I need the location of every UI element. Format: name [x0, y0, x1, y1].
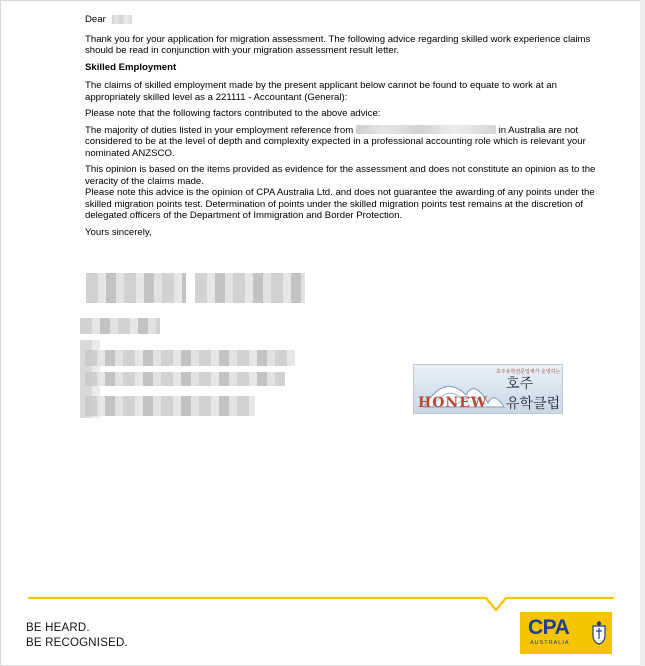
page-edge-shadow [640, 0, 645, 666]
duties-suffix: in Australia are not considered to be at the level of depth and complexity expected in a professional accounting role which is relevant your nominated ANZSCO. [85, 124, 586, 159]
footer-tagline [26, 621, 128, 651]
watermark-korean-line2: 유학클럽 [506, 396, 561, 412]
cpa-logo-subtext: AUSTRALIA [530, 640, 570, 646]
cpa-logo [520, 612, 612, 654]
intro-paragraph: Thank you for your application for migration assessment. The following advice regarding skilled work experience claims should be read in conjunction with your migration assessment result letter. [85, 33, 591, 56]
redacted-sender-title [85, 350, 295, 366]
redacted-recipient-name [112, 15, 132, 24]
redacted-signature-part1 [86, 273, 186, 303]
redacted-sender-name [80, 318, 160, 334]
redacted-sender-org [85, 396, 255, 416]
claims-paragraph: The claims of skilled employment made by the present applicant below cannot be found to equate to work at an appropriately skilled level as a 221111 - Accountant (General): [85, 80, 557, 103]
tagline-line2: BE RECOGNISED. [26, 637, 128, 649]
redacted-employer-name [356, 125, 496, 134]
crest-icon [590, 620, 608, 646]
greeting-line [85, 14, 605, 26]
tagline-line1: BE HEARD. [26, 622, 90, 634]
cpa-logo-text: CPA [528, 616, 570, 639]
watermark-logo [413, 364, 563, 414]
redacted-signature-part2 [195, 273, 305, 303]
letter-body [85, 14, 605, 243]
watermark-small-text: 호주유학전문업체가 운영하는 [496, 369, 561, 375]
opinion-paragraph: This opinion is based on the items provided as evidence for the assessment and does not constitute an opinion as to the veracity of the claims made. [85, 164, 596, 187]
redacted-sender-department [85, 372, 285, 386]
closing-line: Yours sincerely, [85, 226, 152, 238]
duties-prefix: The majority of duties listed in your employment reference from [85, 124, 354, 136]
section-heading: Skilled Employment [85, 61, 177, 73]
greeting-text: Dear [85, 14, 106, 25]
duties-paragraph [85, 125, 605, 160]
points-paragraph: Please note this advice is the opinion of CPA Australia Ltd. and does not guarantee the awarding of any points under the skilled migration points test. Determination of points under the skilled migration points test remains at the discretion of delegated officers of the Department of Immigration and Border Protection. [85, 187, 595, 221]
watermark-brand: HONEW [418, 395, 488, 411]
factors-paragraph: Please note that the following factors contributed to the above advice: [85, 108, 381, 119]
watermark-korean-line1: 호주 [506, 376, 534, 392]
